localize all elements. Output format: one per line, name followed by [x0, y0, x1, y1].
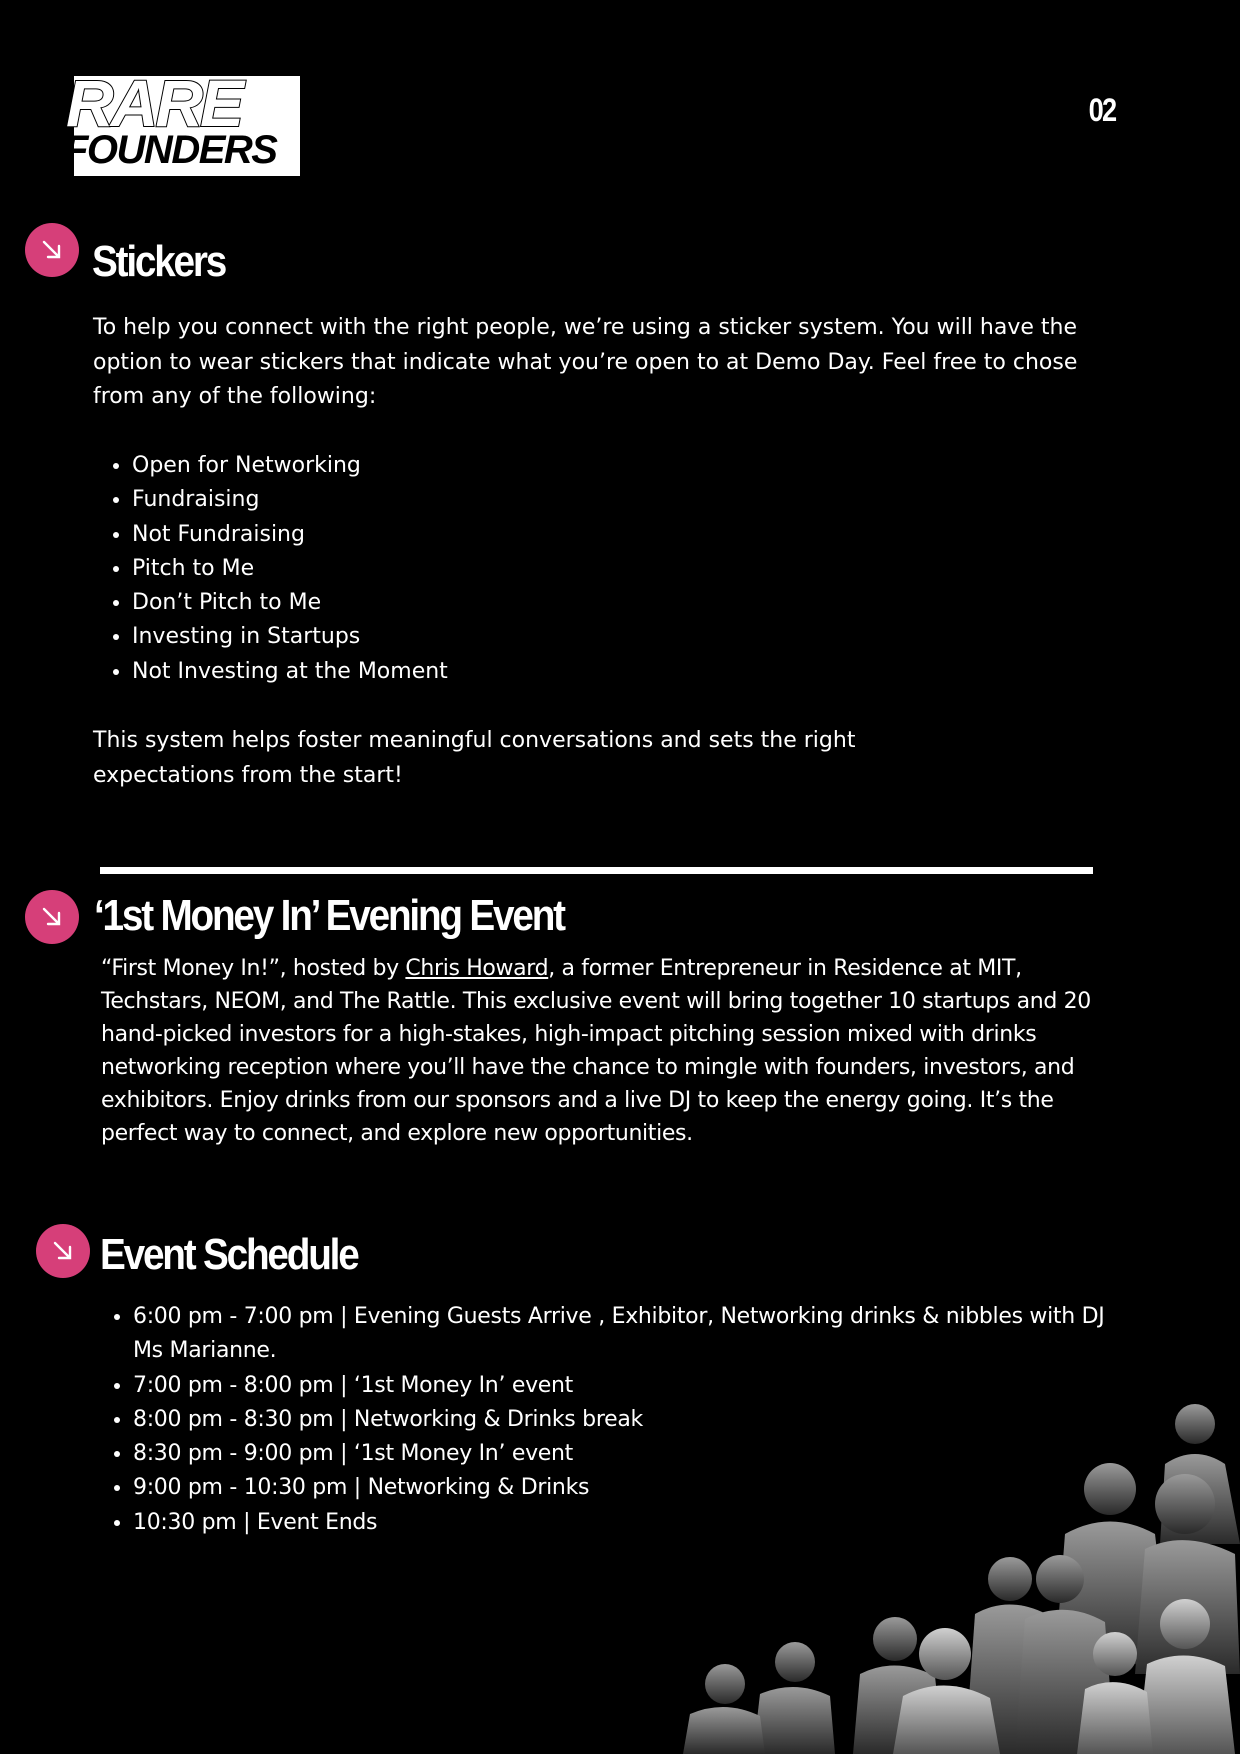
evening-event-title: ‘1st Money In’ Evening Event	[94, 891, 564, 940]
sticker-option-item: • Fundraising	[132, 483, 448, 517]
sticker-option-item: • Don’t Pitch to Me	[132, 586, 448, 620]
arrow-down-right-icon	[25, 223, 79, 277]
section-divider	[100, 867, 1093, 874]
page-number: 02	[1088, 92, 1116, 128]
schedule-item: • 9:00 pm - 10:30 pm | Networking & Drinks	[133, 1471, 1138, 1505]
schedule-item: • 6:00 pm - 7:00 pm | Evening Guests Arrive , Exhibitor, Networking drinks & nibbles with DJ Ms Marianne.	[133, 1300, 1138, 1369]
stickers-outro: This system helps foster meaningful conversations and sets the right expectations from the start!	[93, 728, 856, 788]
logo-line-1: RARE	[66, 66, 242, 140]
schedule-item: • 8:30 pm - 9:00 pm | ‘1st Money In’ event	[133, 1437, 1138, 1471]
stickers-intro: To help you connect with the right people, we’re using a sticker system. You will have the option to wear stickers that indicate what you’re open to at Demo Day. Feel free to chose from any of the following:	[93, 315, 1078, 409]
sticker-option-item: • Open for Networking	[132, 449, 448, 483]
evening-event-description	[101, 952, 1101, 1150]
event-schedule-title: Event Schedule	[100, 1230, 358, 1279]
sticker-option-item: • Not Fundraising	[132, 518, 448, 552]
crowd-photo	[665, 1404, 1240, 1754]
logo-line-2: FOUNDERS	[64, 128, 277, 172]
schedule-item: • 10:30 pm | Event Ends	[133, 1506, 1138, 1540]
sticker-option-item: • Not Investing at the Moment	[132, 655, 448, 689]
evening-event-text-after: , a former Entrepreneur in Residence at MIT, Techstars, NEOM, and The Rattle. This exclusive event will bring together 10 startups and 20 hand-picked investors for a high-stakes, high-impact pitching session mixed with drinks networking reception where you’ll have the chance to mingle with founders, investors, and exhibitors. Enjoy drinks from our sponsors and a live DJ to keep the energy going. It’s the perfect way to connect, and explore new opportunities.	[101, 956, 1091, 1146]
schedule-item: • 8:00 pm - 8:30 pm | Networking & Drinks break	[133, 1403, 1138, 1437]
sticker-options-list	[92, 449, 448, 689]
evening-event-text-before: “First Money In!”, hosted by	[101, 956, 406, 981]
schedule-item: • 7:00 pm - 8:00 pm | ‘1st Money In’ event	[133, 1369, 1138, 1403]
arrow-down-right-icon	[36, 1224, 90, 1278]
arrow-down-right-icon	[25, 890, 79, 944]
host-link[interactable]: Chris Howard	[405, 956, 549, 981]
stickers-title: Stickers	[92, 237, 226, 286]
rare-founders-logo	[62, 66, 300, 176]
sticker-option-item: • Pitch to Me	[132, 552, 448, 586]
sticker-option-item: • Investing in Startups	[132, 620, 448, 654]
